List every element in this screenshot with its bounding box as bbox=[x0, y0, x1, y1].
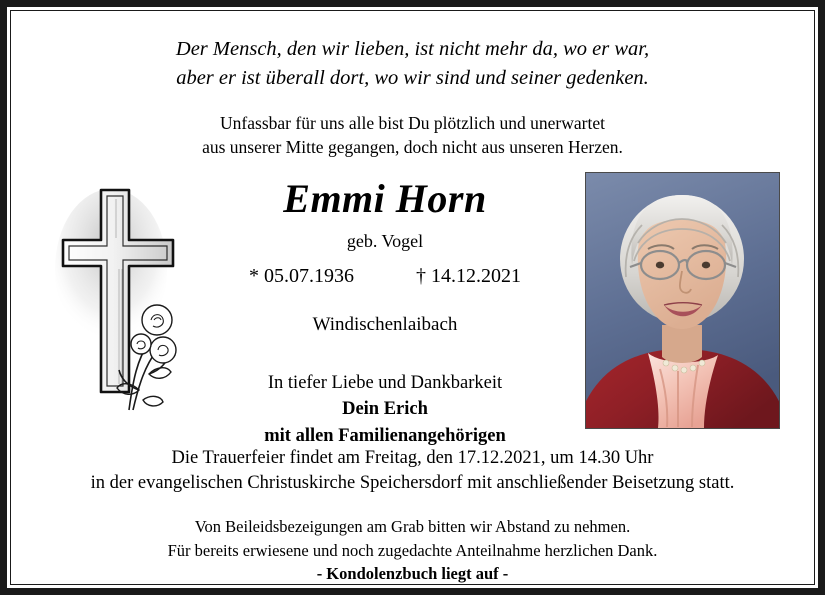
place-of-residence: Windischenlaibach bbox=[312, 313, 458, 335]
inner-frame bbox=[10, 10, 815, 585]
intro-line-2: aus unserer Mitte gegangen, doch nicht aus unseren Herzen. bbox=[202, 137, 623, 158]
ceremony-info bbox=[35, 446, 790, 498]
tribute-line-2: Dein Erich bbox=[342, 399, 428, 420]
birth-date: * 05.07.1936 bbox=[249, 264, 354, 287]
death-date: † 14.12.2021 bbox=[416, 264, 521, 287]
closing-line-2: Für bereits erwiesene und noch zugedachte Anteilnahme herzlichen Dank. bbox=[167, 540, 658, 560]
verse-line-2: aber er ist überall dort, wo wir sind und seiner gedenken. bbox=[176, 67, 649, 90]
intro-text bbox=[35, 111, 790, 159]
closing-line-3: - Kondolenzbuch liegt auf - bbox=[316, 564, 509, 584]
life-dates bbox=[185, 265, 585, 288]
cross-with-roses-icon bbox=[53, 174, 183, 424]
deceased-name: Emmi Horn bbox=[283, 175, 487, 221]
tribute-line-3: mit allen Familienangehörigen bbox=[264, 426, 506, 447]
intro-line-1: Unfassbar für uns alle bist Du plötzlich und unerwartet bbox=[220, 113, 605, 134]
ceremony-line-2: in der evangelischen Christuskirche Speichersdorf mit anschließender Beisetzung statt. bbox=[90, 473, 735, 494]
closing-note bbox=[35, 515, 790, 585]
ceremony-line-1: Die Trauerfeier findet am Freitag, den 17.12.2021, um 14.30 Uhr bbox=[171, 447, 654, 468]
middle-section bbox=[35, 166, 790, 447]
verse bbox=[35, 35, 790, 93]
obituary-content bbox=[11, 11, 814, 584]
tribute-block bbox=[185, 370, 585, 450]
verse-line-1: Der Mensch, den wir lieben, ist nicht mehr da, wo er war, bbox=[175, 38, 650, 60]
name-block bbox=[185, 175, 585, 450]
portrait-photo bbox=[585, 172, 780, 429]
tribute-line-1: In tiefer Liebe und Dankbarkeit bbox=[267, 372, 503, 393]
maiden-name: geb. Vogel bbox=[346, 230, 424, 251]
closing-line-1: Von Beileidsbezeigungen am Grab bitten wir Abstand zu nehmen. bbox=[194, 517, 631, 537]
